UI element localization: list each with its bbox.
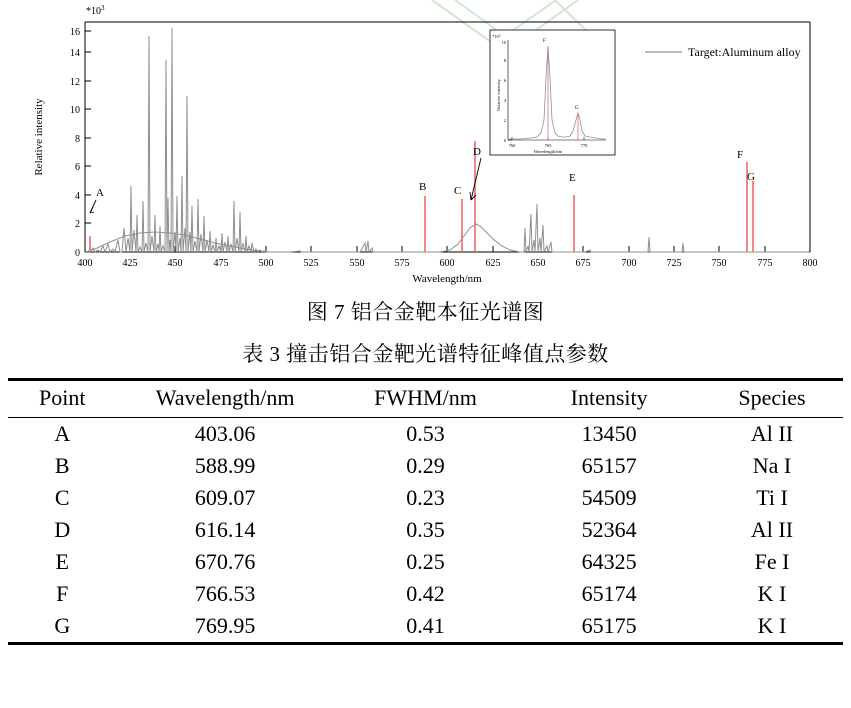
cell-intensity: 65157 [581,453,637,478]
cell-intensity: 65175 [581,613,637,638]
column-header-point: Point [39,385,86,410]
y-axis-title: Relative intensity [33,98,45,176]
cell-point: G [54,613,71,638]
table-row [8,418,843,451]
svg-text:760: 760 [508,143,516,148]
svg-text:475: 475 [213,258,229,269]
peak-labels [90,146,755,213]
svg-text:750: 750 [711,258,727,269]
cell-point: A [54,421,71,446]
cell-wavelength: 766.53 [194,581,256,606]
inset-peak-label-G: G [575,106,579,111]
column-header-wavelength: Wavelength/nm [155,385,295,410]
cell-fwhm: 0.23 [406,485,445,510]
column-header-intensity: Intensity [570,385,648,410]
svg-text:0: 0 [503,138,506,143]
cell-intensity: 64325 [581,549,637,574]
table-row [8,450,843,482]
legend [645,45,801,59]
cell-species: K I [757,581,787,606]
table-row [8,514,843,546]
svg-text:14: 14 [70,48,80,59]
svg-text:2: 2 [503,118,506,123]
cell-wavelength: 588.99 [194,453,256,478]
cell-fwhm: 0.29 [406,453,445,478]
svg-text:6: 6 [503,78,506,83]
cell-intensity: 52364 [581,517,637,542]
cell-species: Al II [750,421,794,446]
svg-text:425: 425 [122,258,138,269]
peak-label-E: E [569,172,576,184]
cell-wavelength: 616.14 [194,517,256,542]
inset-plot [490,30,615,155]
svg-text:600: 600 [439,258,455,269]
svg-text:625: 625 [485,258,501,269]
table-row [8,578,843,610]
inset-y-title: Relative intensity [496,79,501,111]
svg-text:765: 765 [544,143,552,148]
svg-text:450: 450 [167,258,183,269]
cell-wavelength: 403.06 [194,421,256,446]
spectrum-chart [0,0,851,290]
cell-fwhm: 0.35 [406,517,445,542]
inset-x-title: Wavelength/nm [533,149,563,154]
peak-label-B: B [419,181,427,193]
svg-text:525: 525 [303,258,319,269]
figure-caption: 图 7 铝合金靶本征光谱图 [306,300,545,324]
cell-intensity: 13450 [581,421,637,446]
svg-text:770: 770 [580,143,588,148]
cell-species: Al II [750,517,794,542]
svg-text:4: 4 [503,98,506,103]
cell-species: K I [757,613,787,638]
cell-fwhm: 0.53 [406,421,445,446]
x-axis-title: Wavelength/nm [412,273,482,285]
peak-label-D: D [473,146,481,158]
table-row [8,546,843,578]
svg-text:550: 550 [349,258,365,269]
column-header-fwhm: FWHM/nm [374,385,477,410]
peak-label-C: C [454,185,462,197]
cell-intensity: 65174 [581,581,637,606]
cell-point: C [54,485,70,510]
svg-text:10: 10 [501,40,506,45]
svg-text:4: 4 [75,191,80,202]
svg-text:775: 775 [757,258,773,269]
legend-label: Target:Aluminum alloy [688,45,801,59]
cell-wavelength: 670.76 [194,549,256,574]
svg-text:400: 400 [77,258,93,269]
column-header-species: Species [738,385,806,410]
svg-text:2: 2 [75,219,80,230]
spectrum-trace [86,28,809,252]
svg-text:6: 6 [75,162,80,173]
peak-label-A: A [96,187,104,199]
cell-point: F [56,581,69,606]
svg-text:700: 700 [621,258,637,269]
cell-wavelength: 769.95 [194,613,256,638]
cell-point: B [54,453,70,478]
y-axis-ticks [85,31,91,252]
peak-label-F: F [737,149,744,161]
parameters-table [8,378,843,645]
table-header-row [8,380,843,418]
inset-peak-label-F: F [543,39,546,44]
y-axis-tick-labels [70,27,80,259]
cell-wavelength: 609.07 [194,485,256,510]
table-body [8,418,843,644]
svg-text:16: 16 [70,27,80,38]
cell-fwhm: 0.41 [406,613,445,638]
parameters-table-wrap [0,378,851,645]
table-head [8,380,843,418]
svg-text:650: 650 [530,258,546,269]
spectrum-figure [0,0,851,290]
svg-text:575: 575 [394,258,410,269]
cell-species: Fe I [754,549,790,574]
cell-species: Ti I [756,485,788,510]
table-caption: 表 3 撞击铝合金靶光谱特征峰值点参数 [242,342,609,366]
x-axis-tick-labels [78,258,818,269]
cell-intensity: 54509 [581,485,637,510]
table-row [8,482,843,514]
inset-exponent: $*10^3$ [492,33,501,39]
svg-text:725: 725 [666,258,682,269]
svg-text:675: 675 [575,258,591,269]
svg-text:8: 8 [75,134,80,145]
svg-text:12: 12 [70,77,80,88]
svg-text:800: 800 [802,258,818,269]
table-row [8,610,843,644]
svg-text:500: 500 [258,258,274,269]
cell-species: Na I [752,453,792,478]
y-axis-exponent: $*10^3$ [86,4,105,17]
cell-fwhm: 0.42 [406,581,445,606]
svg-text:8: 8 [503,58,506,63]
cell-point: D [54,517,71,542]
cell-point: E [55,549,69,574]
svg-text:10: 10 [70,105,80,116]
svg-text:0: 0 [75,248,80,259]
cell-fwhm: 0.25 [406,549,445,574]
peak-label-G: G [747,171,755,183]
